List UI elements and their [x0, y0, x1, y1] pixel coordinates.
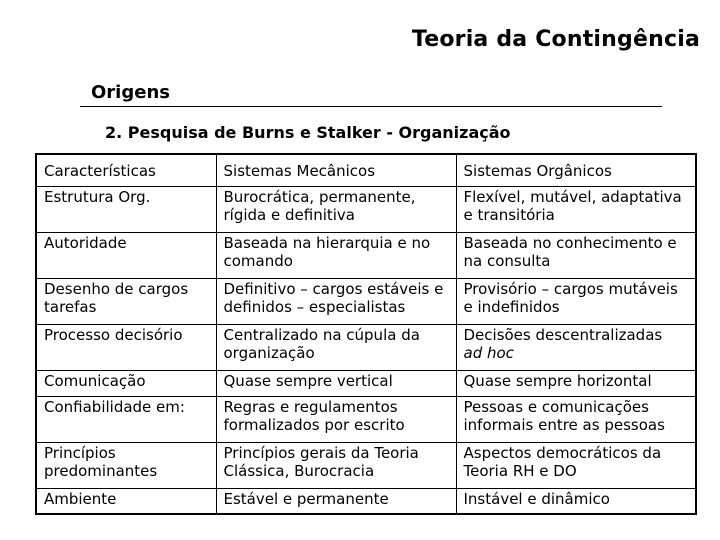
row-feature: Estrutura Org. — [36, 186, 216, 232]
table-row — [36, 232, 696, 278]
organic-text: Decisões descentralizadas — [463, 325, 663, 344]
row-organic: Aspectos democráticos da Teoria RH e DO — [456, 442, 696, 488]
comparison-table — [35, 153, 697, 515]
row-organic: Quase sempre horizontal — [456, 370, 696, 396]
header-characteristics: Características — [36, 154, 216, 186]
divider — [80, 106, 662, 107]
row-feature: Comunicação — [36, 370, 216, 396]
row-mechanical: Definitivo – cargos estáveis e definidos – especialistas — [216, 278, 456, 324]
header-organic: Sistemas Orgânicos — [456, 154, 696, 186]
row-mechanical: Regras e regulamentos formalizados por escrito — [216, 396, 456, 442]
table-header-row — [36, 154, 696, 186]
row-feature: Processo decisório — [36, 324, 216, 370]
table-row — [36, 324, 696, 370]
row-mechanical: Quase sempre vertical — [216, 370, 456, 396]
section-heading: 2. Pesquisa de Burns e Stalker - Organização — [105, 123, 511, 142]
table-row — [36, 396, 696, 442]
table-row — [36, 278, 696, 324]
row-organic — [456, 324, 696, 370]
row-feature: Princípios predominantes — [36, 442, 216, 488]
row-organic: Baseada no conhecimento e na consulta — [456, 232, 696, 278]
row-mechanical: Estável e permanente — [216, 488, 456, 514]
header-mechanical: Sistemas Mecânicos — [216, 154, 456, 186]
row-mechanical: Baseada na hierarquia e no comando — [216, 232, 456, 278]
row-feature: Confiabilidade em: — [36, 396, 216, 442]
row-feature: Autoridade — [36, 232, 216, 278]
row-organic: Pessoas e comunicações informais entre as pessoas — [456, 396, 696, 442]
row-mechanical: Princípios gerais da Teoria Clássica, Burocracia — [216, 442, 456, 488]
organic-italic-text: ad hoc — [463, 343, 514, 362]
row-mechanical: Centralizado na cúpula da organização — [216, 324, 456, 370]
table-row — [36, 370, 696, 396]
table-row — [36, 186, 696, 232]
row-mechanical: Burocrática, permanente, rígida e definitiva — [216, 186, 456, 232]
section-subtitle: Origens — [91, 82, 170, 103]
row-organic: Flexível, mutável, adaptativa e transitória — [456, 186, 696, 232]
page-title: Teoria da Contingência — [411, 27, 700, 52]
row-organic: Instável e dinâmico — [456, 488, 696, 514]
table-row — [36, 488, 696, 514]
row-feature: Desenho de cargos tarefas — [36, 278, 216, 324]
row-organic: Provisório – cargos mutáveis e indefinidos — [456, 278, 696, 324]
table-row — [36, 442, 696, 488]
row-feature: Ambiente — [36, 488, 216, 514]
